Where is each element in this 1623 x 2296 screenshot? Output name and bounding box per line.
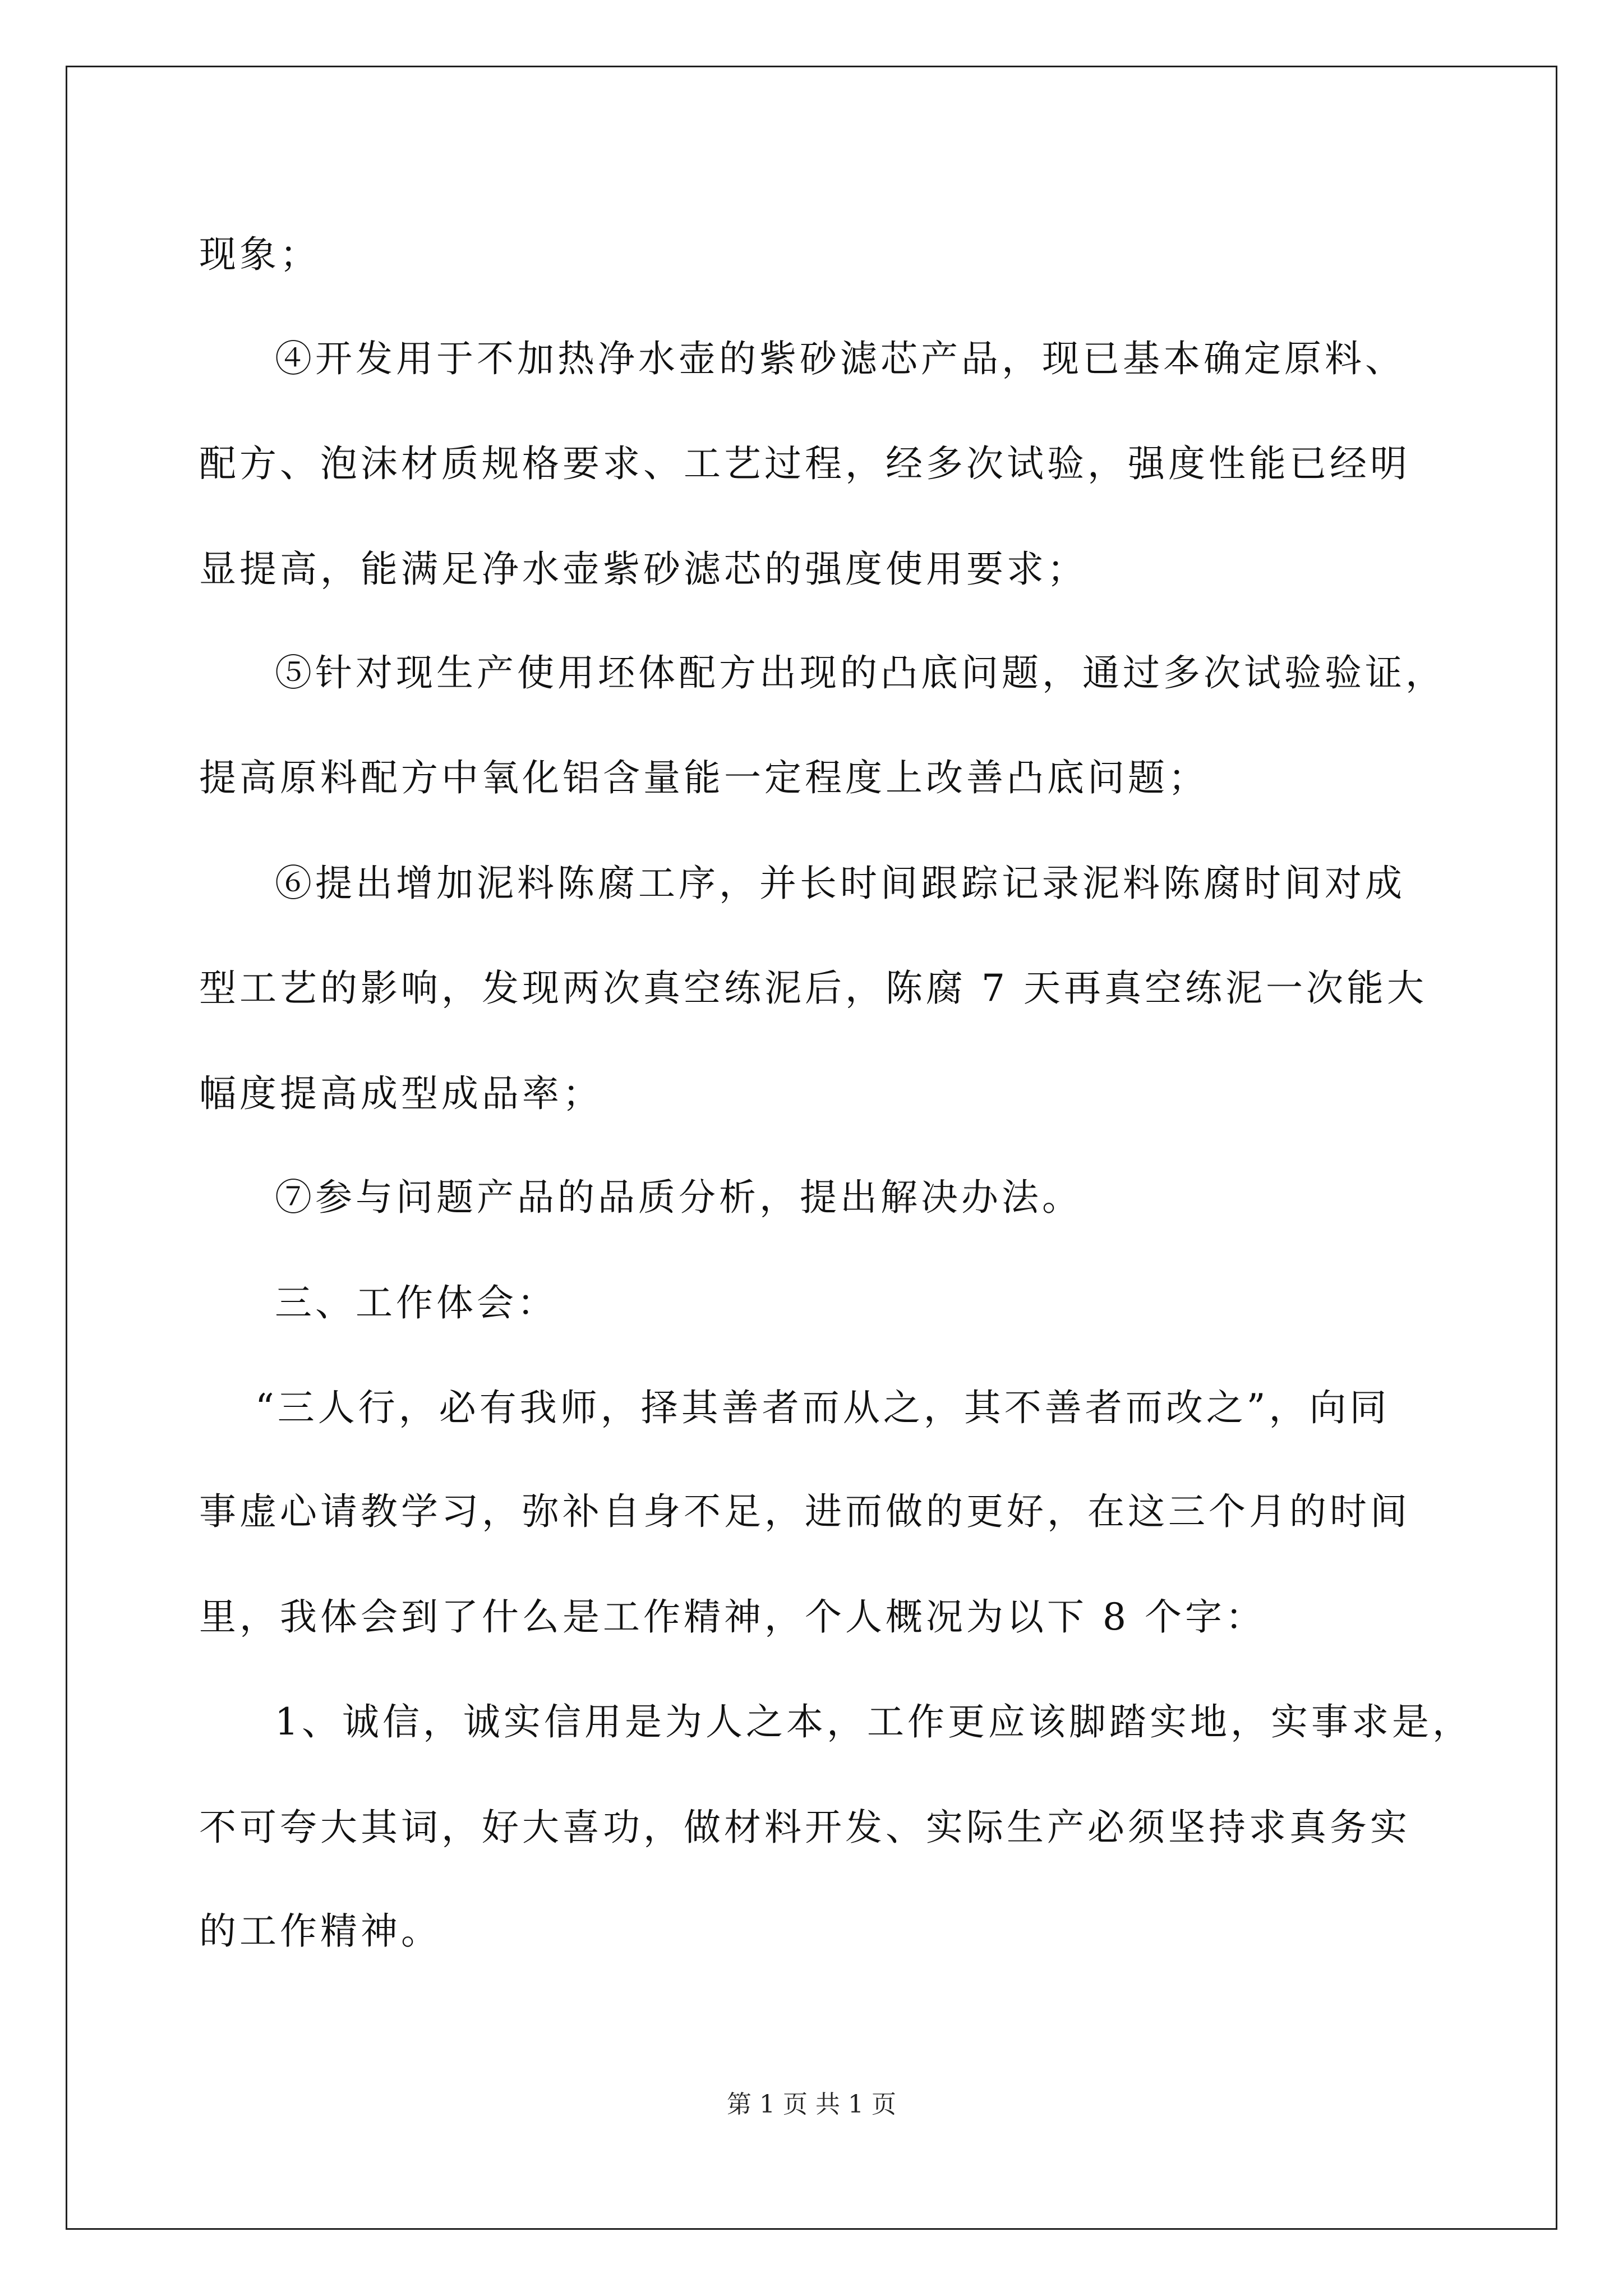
text-line: 显提高，能满足净水壶紫砂滤芯的强度使用要求； [199,547,1087,591]
text-line: 提高原料配方中氧化铝含量能一定程度上改善凸底问题； [199,756,1209,799]
text-line: ⑥提出增加泥料陈腐工序，并长时间跟踪记录泥料陈腐时间对成 [275,862,1405,905]
page-number-footer: 第 1 页 共 1 页 [727,2090,896,2119]
text-line: 事虚心请教学习，弥补自身不足，进而做的更好，在这三个月的时间 [199,1490,1410,1533]
text-line: 里，我体会到了什么是工作精神，个人概况为以下 8 个字： [199,1595,1266,1639]
text-line: ⑤针对现生产使用坯体配方出现的凸底问题，通过多次试验验证， [275,651,1446,694]
text-line: 幅度提高成型成品率； [199,1072,603,1115]
text-line: 不可夸大其词，好大喜功，做材料开发、实际生产必须坚持求真务实 [199,1806,1410,1849]
text-line: “三人行，必有我师，择其善者而从之，其不善者而改之”，向同 [255,1386,1390,1429]
text-line: ⑦参与问题产品的品质分析，提出解决办法。 [275,1176,1082,1219]
text-line: 现象； [199,233,320,276]
text-line: 型工艺的影响，发现两次真空练泥后，陈腐 7 天再真空练泥一次能大 [199,967,1427,1010]
page-border [66,66,1557,2230]
text-line: ④开发用于不加热净水壶的紫砂滤芯产品，现已基本确定原料、 [275,337,1405,380]
text-line: 1、诚信，诚实信用是为人之本，工作更应该脚踏实地，实事求是， [275,1700,1473,1743]
text-line: 的工作精神。 [199,1910,441,1953]
text-line: 配方、泡沫材质规格要求、工艺过程，经多次试验，强度性能已经明 [199,442,1410,485]
section-heading: 三、工作体会： [275,1281,557,1324]
